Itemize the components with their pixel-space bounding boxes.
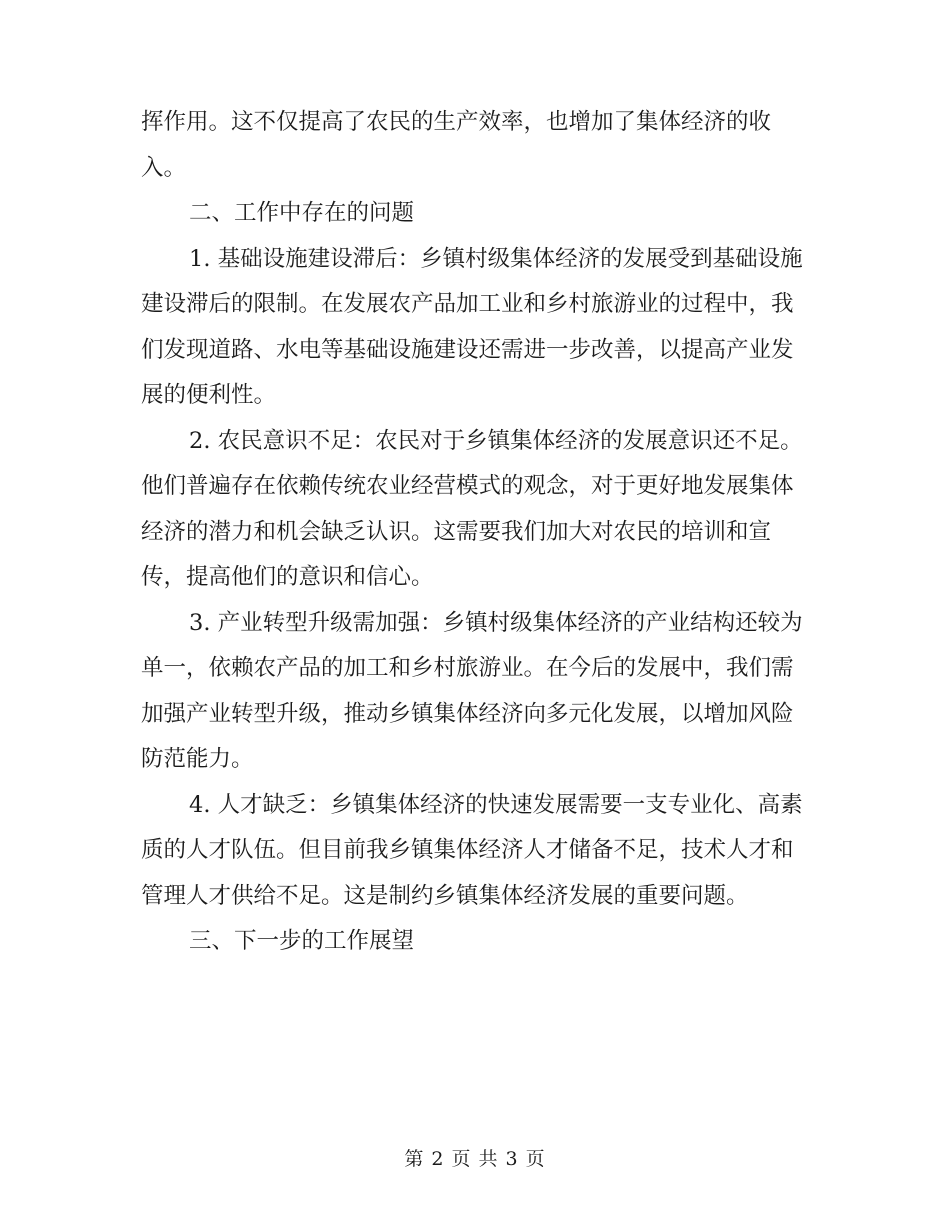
paragraph-infrastructure: 1. 基础设施建设滞后：乡镇村级集体经济的发展受到基础设施建设滞后的限制。在发展农产品加工业和乡村旅游业的过程中，我们发现道路、水电等基础设施建设还需进一步改善，以提高产业发展的便利性。 — [141, 245, 803, 408]
paragraph-continuation: 挥作用。这不仅提高了农民的生产效率，也增加了集体经济的收入。 — [141, 109, 772, 181]
paragraph-industry-upgrade: 3. 产业转型升级需加强：乡镇村级集体经济的产业结构还较为单一，依赖农产品的加工和乡村旅游业。在今后的发展中，我们需加强产业转型升级，推动乡镇集体经济向多元化发展，以增加风险防范能力。 — [141, 609, 803, 772]
document-body — [141, 100, 813, 965]
paragraph-farmer-awareness: 2. 农民意识不足：农民对于乡镇集体经济的发展意识还不足。他们普遍存在依赖传统农业经营模式的观念，对于更好地发展集体经济的潜力和机会缺乏认识。这需要我们加大对农民的培训和宣传，提高他们的意识和信心。 — [141, 427, 803, 590]
section-heading-problems: 二、工作中存在的问题 — [189, 200, 415, 226]
page-number-footer: 第 2 页 共 3 页 — [404, 1148, 546, 1170]
paragraph-talent-shortage: 4. 人才缺乏：乡镇集体经济的快速发展需要一支专业化、高素质的人才队伍。但目前我乡镇集体经济人才储备不足，技术人才和管理人才供给不足。这是制约乡镇集体经济发展的重要问题。 — [141, 791, 803, 909]
section-heading-outlook: 三、下一步的工作展望 — [189, 928, 415, 954]
